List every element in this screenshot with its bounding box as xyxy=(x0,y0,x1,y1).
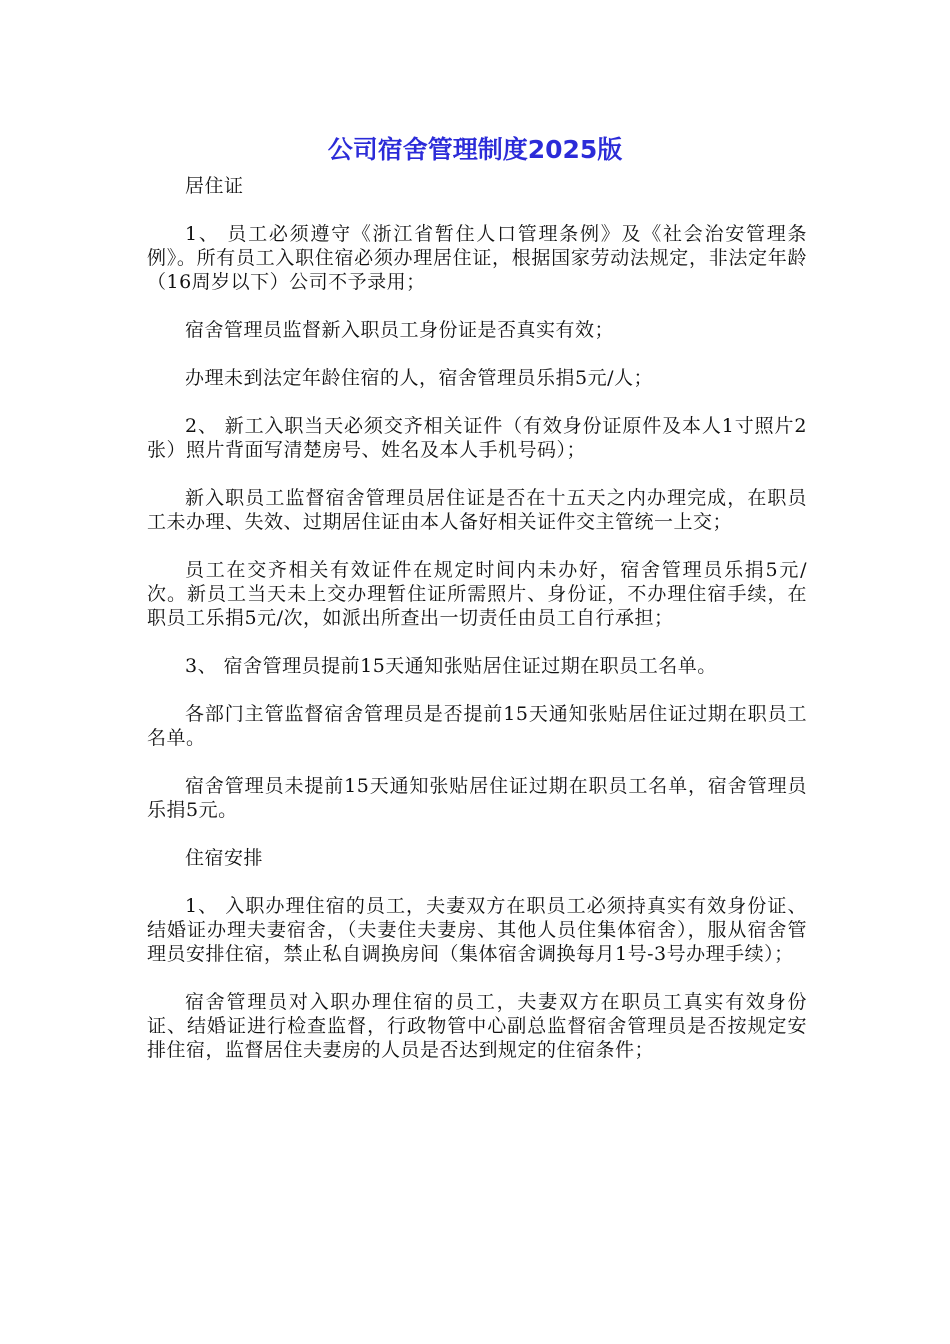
document-body xyxy=(147,174,807,1086)
paragraph: 宿舍管理员对入职办理住宿的员工，夫妻双方在职员工真实有效身份证、结婚证进行检查监督，行政物管中心副总监督宿舍管理员是否按规定安排住宿，监督居住夫妻房的人员是否达到规定的住宿条件； xyxy=(147,991,807,1061)
section-heading-residence-permit: 居住证 xyxy=(185,175,244,197)
paragraph: 2、 新工入职当天必须交齐相关证件（有效身份证原件及本人1寸照片2张）照片背面写清楚房号、姓名及本人手机号码）； xyxy=(147,415,807,461)
paragraph: 宿舍管理员监督新入职员工身份证是否真实有效； xyxy=(185,319,615,341)
paragraph: 新入职员工监督宿舍管理员居住证是否在十五天之内办理完成，在职员工未办理、失效、过期居住证由本人备好相关证件交主管统一上交； xyxy=(147,487,807,533)
paragraph: 3、 宿舍管理员提前15天通知张贴居住证过期在职员工名单。 xyxy=(185,655,717,677)
paragraph: 员工在交齐相关有效证件在规定时间内未办好，宿舍管理员乐捐5元/次。新员工当天未上交办理暂住证所需照片、身份证，不办理住宿手续，在职员工乐捐5元/次，如派出所查出一切责任由员工自行承担； xyxy=(147,559,807,629)
paragraph: 1、 员工必须遵守《浙江省暂住人口管理条例》及《社会治安管理条例》。所有员工入职住宿必须办理居住证，根据国家劳动法规定，非法定年龄（16周岁以下）公司不予录用； xyxy=(147,223,807,293)
document-title: 公司宿舍管理制度2025版 xyxy=(327,135,623,164)
paragraph: 办理未到法定年龄住宿的人，宿舍管理员乐捐5元/人； xyxy=(185,367,653,389)
paragraph: 1、 入职办理住宿的员工，夫妻双方在职员工必须持真实有效身份证、结婚证办理夫妻宿舍，（夫妻住夫妻房、其他人员住集体宿舍），服从宿舍管理员安排住宿，禁止私自调换房间（集体宿舍调换每月1号-3号办理手续）； xyxy=(147,895,807,965)
section-heading-accommodation: 住宿安排 xyxy=(185,847,264,869)
paragraph: 各部门主管监督宿舍管理员是否提前15天通知张贴居住证过期在职员工名单。 xyxy=(147,703,807,749)
paragraph: 宿舍管理员未提前15天通知张贴居住证过期在职员工名单，宿舍管理员乐捐5元。 xyxy=(147,775,807,821)
